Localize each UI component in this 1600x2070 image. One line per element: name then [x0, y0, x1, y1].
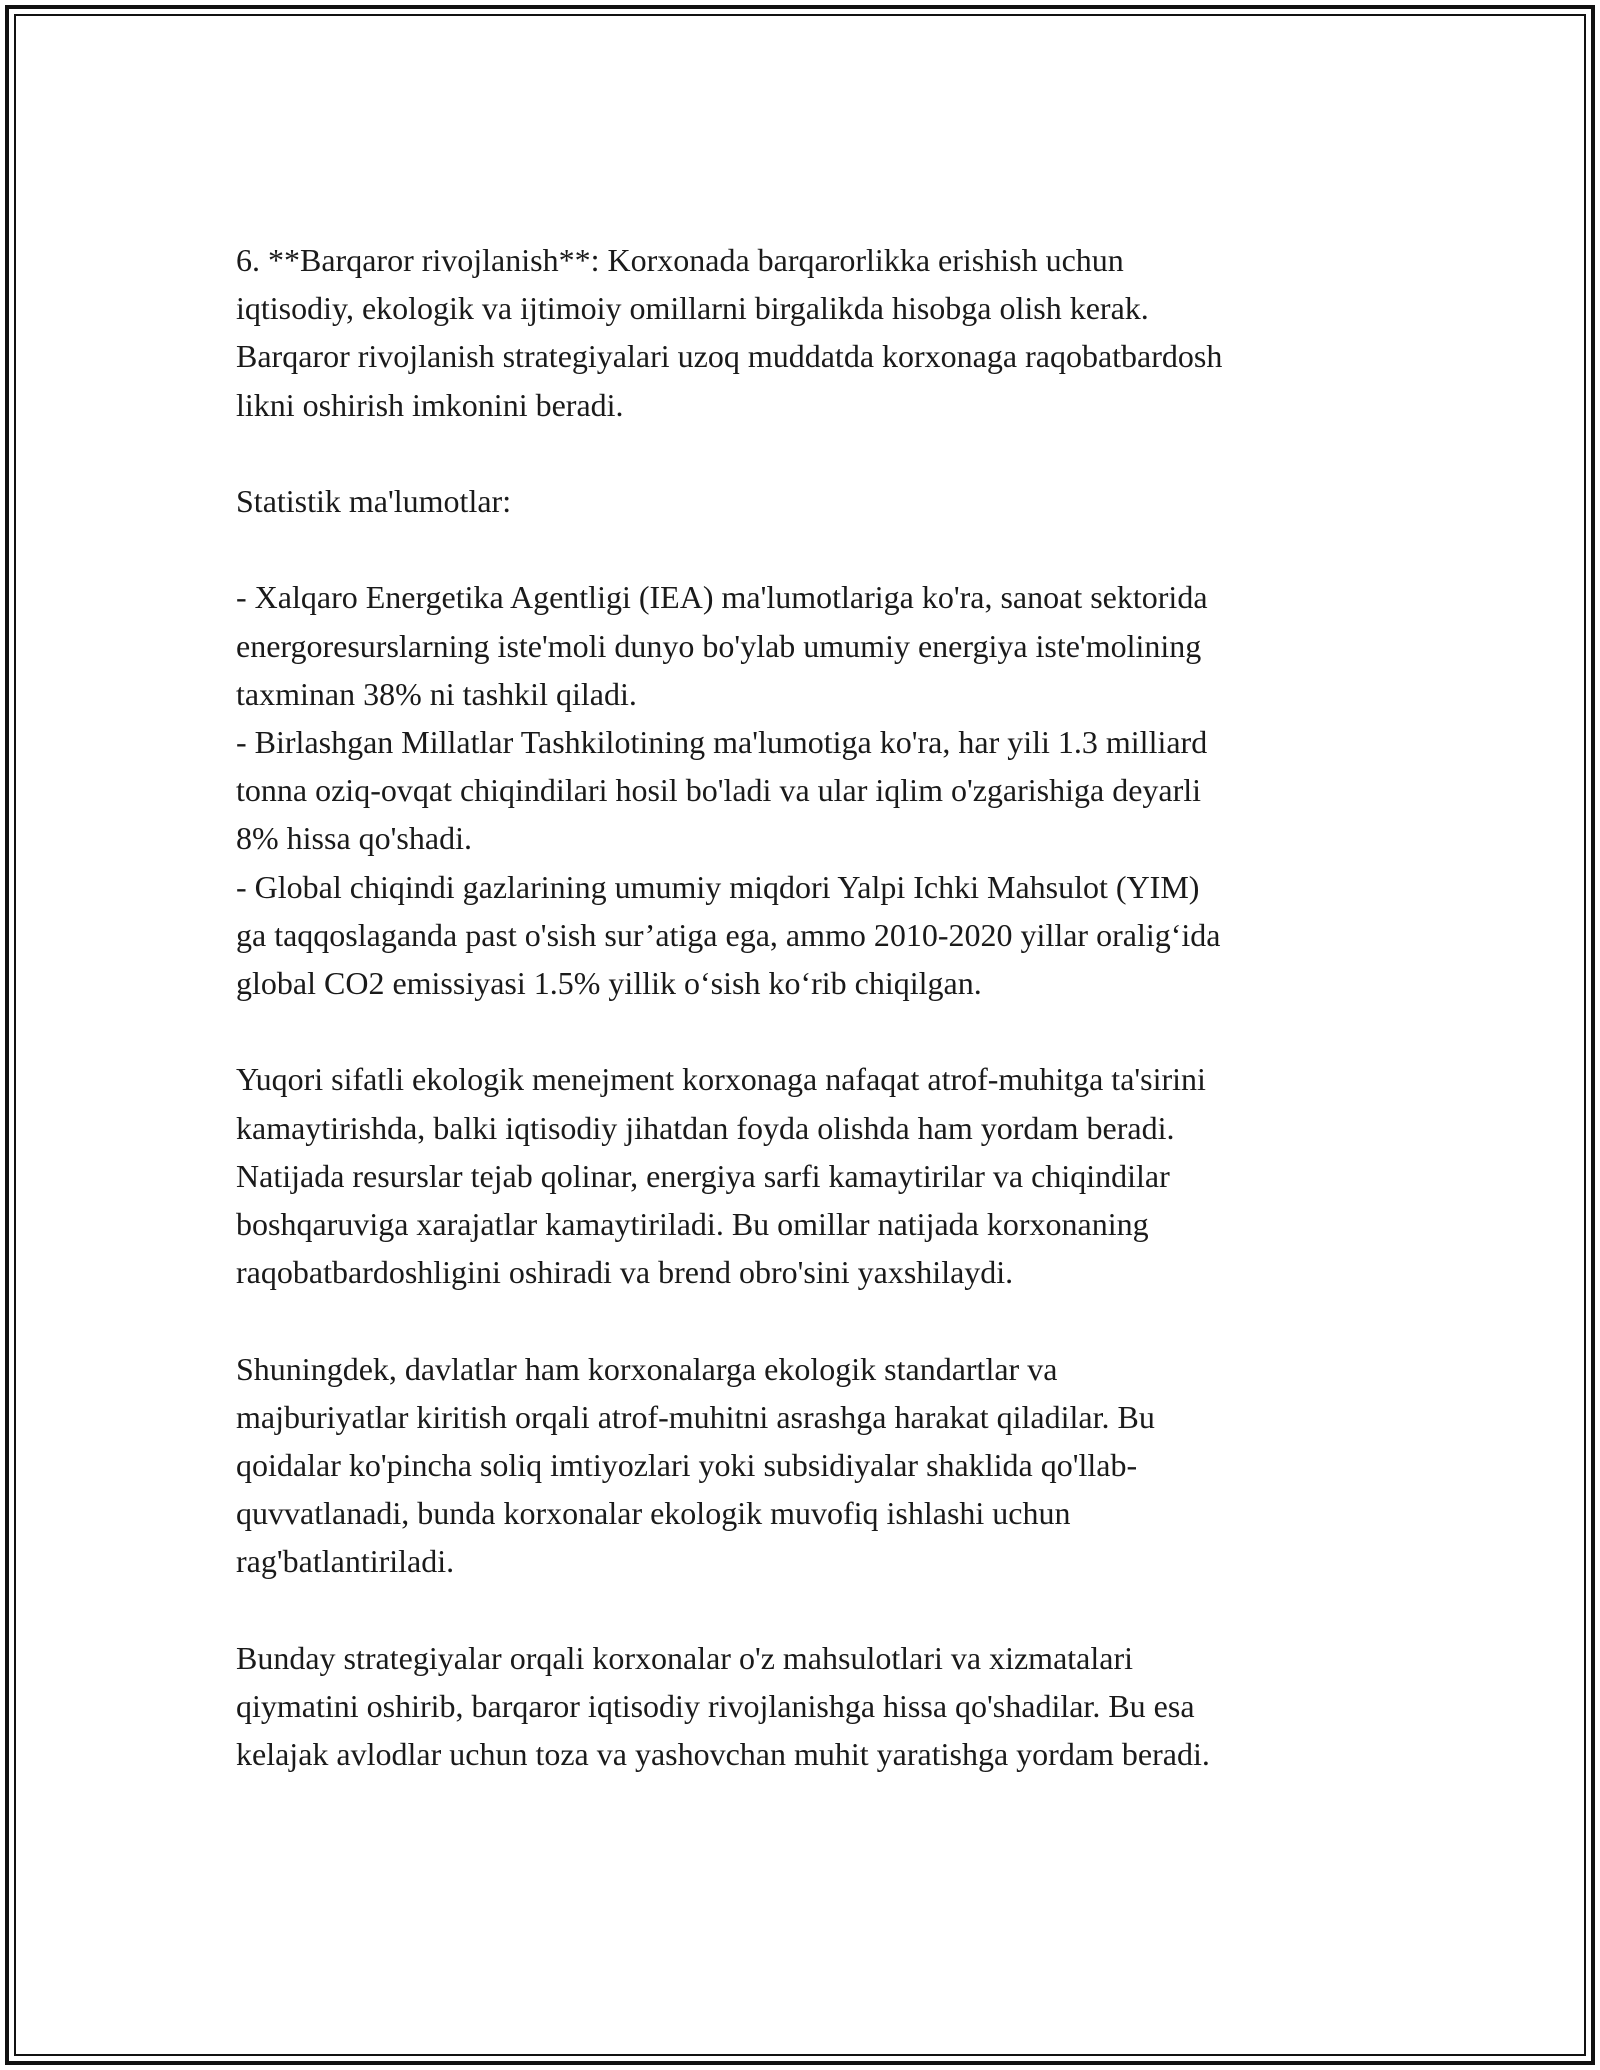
text-line: - Xalqaro Energetika Agentligi (IEA) ma'lumotlariga ko'ra, sanoat sektorida: [236, 579, 1208, 616]
text-line: boshqaruviga xarajatlar kamaytiriladi. Bu omillar natijada korxonaning: [236, 1206, 1149, 1243]
text-line: raqobatbardoshligini oshiradi va brend obro'sini yaxshilaydi.: [236, 1254, 1014, 1291]
text-line: Natijada resurslar tejab qolinar, energiya sarfi kamaytirilar va chiqindilar: [236, 1157, 1170, 1194]
statistics-list: [236, 573, 1386, 1007]
paragraph-sustainable-development: [236, 236, 1386, 429]
paragraph-gap: [236, 1296, 1386, 1344]
text-line: energoresurslarning iste'moli dunyo bo'ylab umumiy energiya iste'molining: [236, 627, 1202, 664]
text-line: Bunday strategiyalar orqali korxonalar o'z mahsulotlari va xizmatalari: [236, 1639, 1133, 1676]
text-line: Yuqori sifatli ekologik menejment korxonaga nafaqat atrof-muhitga ta'sirini: [236, 1061, 1206, 1098]
text-line: 8% hissa qo'shadi.: [236, 820, 472, 857]
text-line: - Birlashgan Millatlar Tashkilotining ma'lumotiga ko'ra, har yili 1.3 milliard: [236, 724, 1208, 760]
text-line: qiymatini oshirib, barqaror iqtisodiy rivojlanishga hissa qo'shadilar. Bu esa: [236, 1688, 1195, 1725]
document-body: [236, 236, 1386, 1778]
text-line: kelajak avlodlar uchun toza va yashovchan muhit yaratishga yordam beradi.: [236, 1736, 1210, 1773]
paragraph-gap: [236, 1007, 1386, 1055]
text-line: Shuningdek, davlatlar ham korxonalarga ekologik standartlar va: [236, 1350, 1058, 1387]
paragraph-conclusion: [236, 1634, 1386, 1779]
paragraph-ecological-management: [236, 1055, 1386, 1296]
paragraph-gap: [236, 525, 1386, 573]
text-line: quvvatlanadi, bunda korxonalar ekologik muvofiq ishlashi uchun: [236, 1495, 1071, 1532]
text-line: majburiyatlar kiritish orqali atrof-muhitni asrashga harakat qiladilar. Bu: [236, 1398, 1155, 1435]
paragraph-gap: [236, 1586, 1386, 1634]
text-line: - Global chiqindi gazlarining umumiy miqdori Yalpi Ichki Mahsulot (YIM): [236, 868, 1200, 905]
text-line: kamaytirishda, balki iqtisodiy jihatdan foyda olishda ham yordam beradi.: [236, 1109, 1175, 1146]
text-line: rag'batlantiriladi.: [236, 1543, 455, 1580]
statistics-heading: Statistik ma'lumotlar:: [236, 483, 512, 519]
text-line: Barqaror rivojlanish strategiyalari uzoq muddatda korxonaga raqobatbardosh: [236, 338, 1223, 375]
text-line: qoidalar ko'pincha soliq imtiyozlari yoki subsidiyalar shaklida qo'llab-: [236, 1447, 1138, 1484]
text-line: global CO2 emissiyasi 1.5% yillik o‘sish ko‘rib chiqilgan.: [236, 965, 982, 1002]
text-line: ga taqqoslaganda past o'sish sur’atiga ega, ammo 2010-2020 yillar oralig‘ida: [236, 916, 1221, 953]
text-line: 6. **Barqaror rivojlanish**: Korxonada barqarorlikka erishish uchun: [236, 242, 1124, 278]
text-line: likni oshirish imkonini beradi.: [236, 386, 624, 423]
paragraph-gap: [236, 429, 1386, 477]
text-line: tonna oziq-ovqat chiqindilari hosil bo'ladi va ular iqlim o'zgarishiga deyarli: [236, 772, 1202, 809]
paragraph-state-standards: [236, 1345, 1386, 1586]
text-line: iqtisodiy, ekologik va ijtimoiy omillarni birgalikda hisobga olish kerak.: [236, 290, 1149, 327]
text-line: taxminan 38% ni tashkil qiladi.: [236, 675, 637, 712]
